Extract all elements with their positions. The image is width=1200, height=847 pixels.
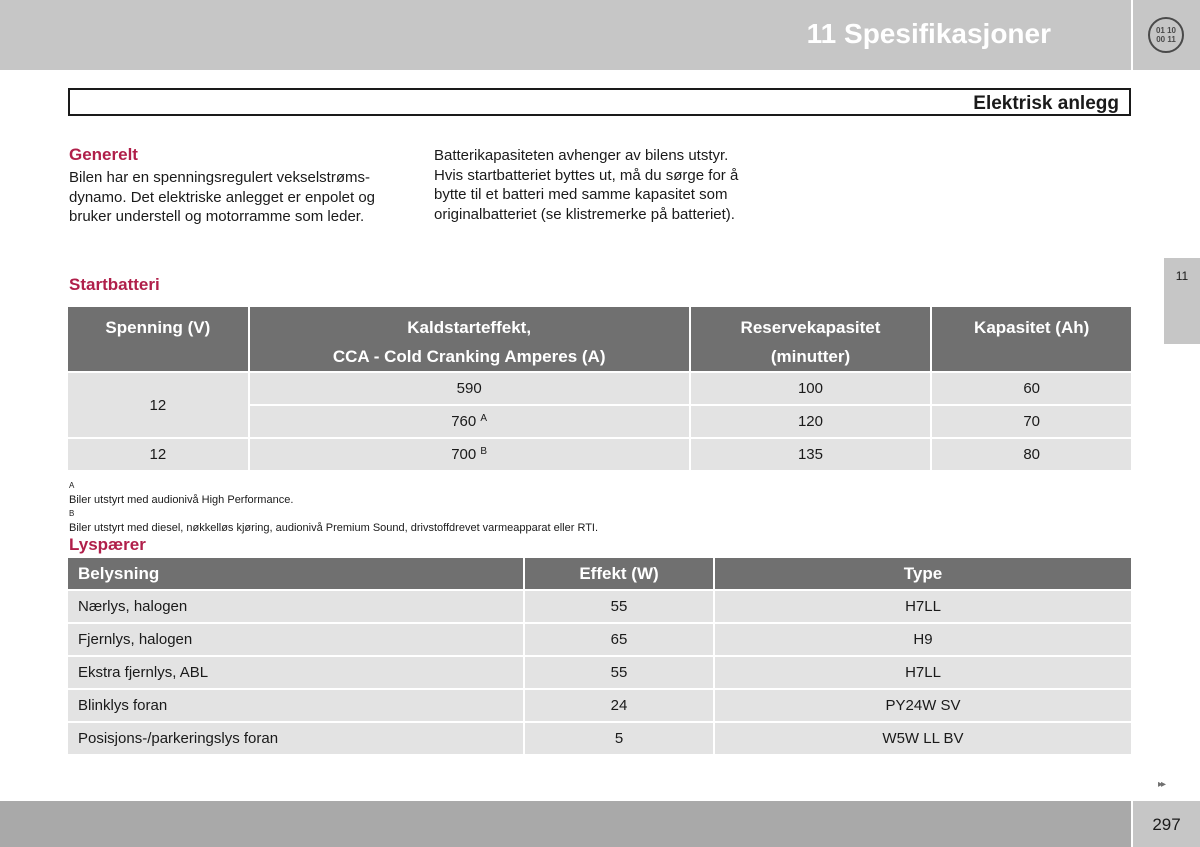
cca-cell: 700 $^B$: [250, 439, 689, 470]
bulb-type-cell: H9: [715, 624, 1131, 655]
bulb-name-cell: Ekstra fjernlys, ABL: [68, 657, 523, 688]
bulb-power-cell: 65: [525, 624, 713, 655]
footnote-text: Biler utstyrt med audionivå High Performance.: [69, 494, 294, 506]
next-page-arrow-icon[interactable]: ▸▸: [1158, 779, 1165, 790]
header-voltage: Spenning (V): [68, 307, 248, 371]
reserve-cell: 100: [691, 373, 931, 404]
footer-bar: [0, 801, 1131, 847]
section-title: Elektrisk anlegg: [973, 93, 1119, 114]
bulb-power-cell: 55: [525, 657, 713, 688]
header-capacity: Kapasitet (Ah): [932, 307, 1131, 371]
bulb-name-cell: Blinklys foran: [68, 690, 523, 721]
footnote-mark: A: [69, 481, 75, 490]
header-cca-line1: Kaldstarteffekt,: [407, 318, 532, 337]
voltage-cell: 12: [68, 439, 248, 470]
bulb-power-cell: 5: [525, 723, 713, 754]
chapter-icon-line-2: 00 11: [1156, 35, 1176, 44]
header-type: Type: [715, 558, 1131, 589]
table-header-row: [68, 307, 1131, 371]
footnote-ref: B: [480, 446, 488, 457]
cca-cell: 590: [250, 373, 689, 404]
footnote-text: Biler utstyrt med diesel, nøkkelløs kjøring, audionivå Premium Sound, drivstoffdrevet varmeapparat eller RTI.: [69, 522, 599, 534]
side-tab-label: 11: [1175, 269, 1189, 283]
general-text-col2: [434, 146, 738, 224]
header-cca: [250, 307, 689, 371]
section-title-bar: [68, 88, 1131, 116]
table-row: [68, 690, 1131, 721]
bulb-name-cell: Nærlys, halogen: [68, 591, 523, 622]
chapter-icon-line-1: 01 10: [1155, 26, 1177, 35]
general-col2-line: bytte til et batteri med samme kapasitet som: [434, 186, 728, 203]
capacity-cell: 60: [932, 373, 1131, 404]
page-number: 297: [1152, 815, 1181, 834]
header-cca-line2: CCA - Cold Cranking Amperes (A): [332, 347, 606, 366]
general-col2-line: originalbatteriet (se klistremerke på batteriet).: [434, 205, 735, 223]
bulb-name-cell: Fjernlys, halogen: [68, 624, 523, 655]
start-battery-heading: Startbatteri: [69, 275, 160, 294]
footnote-ref: A: [480, 413, 488, 424]
capacity-cell: 80: [932, 439, 1131, 470]
start-battery-table: [66, 305, 1133, 472]
header-reserve-line1: Reservekapasitet: [740, 318, 881, 337]
bulb-type-cell: H7LL: [715, 657, 1131, 688]
reserve-cell: 135: [691, 439, 931, 470]
battery-footnotes: [69, 479, 598, 535]
bulb-name-cell: Posisjons-/parkeringslys foran: [68, 723, 523, 754]
chapter-title: 11 Spesifikasjoner: [806, 18, 1051, 49]
table-row: [68, 591, 1131, 622]
header-power: Effekt (W): [525, 558, 713, 589]
voltage-cell: 12: [68, 373, 248, 437]
chapter-icon-box: [1131, 0, 1200, 70]
general-col2-line: Hvis startbatteriet byttes ut, må du sørge for å: [434, 166, 739, 184]
general-col1-line: bruker understell og motorramme som leder.: [69, 208, 365, 225]
bulb-type-cell: W5W LL BV: [715, 723, 1131, 754]
general-col1-line: dynamo. Det elektriske anlegget er enpolet og: [69, 188, 376, 206]
general-col1-line: Bilen har en spenningsregulert vekselstrøms-: [69, 169, 370, 186]
bulb-power-cell: 24: [525, 690, 713, 721]
header-reserve: [691, 307, 931, 371]
header-lighting: Belysning: [68, 558, 523, 589]
bulb-type-cell: H7LL: [715, 591, 1131, 622]
bulbs-heading: Lyspærer: [69, 535, 146, 554]
footnote: [69, 479, 598, 507]
general-heading: Generelt: [69, 145, 138, 164]
page-number-box: [1131, 801, 1200, 847]
capacity-cell: 70: [932, 406, 1131, 437]
chapter-header-bar: [0, 0, 1131, 70]
table-row: [68, 439, 1131, 470]
footnote-mark: B: [69, 509, 75, 518]
chapter-index-icon: [1148, 17, 1184, 53]
footnote: [69, 507, 598, 535]
chapter-side-tab[interactable]: [1164, 258, 1200, 344]
bulb-power-cell: 55: [525, 591, 713, 622]
general-text-col1: [69, 168, 375, 227]
header-reserve-line2: (minutter): [770, 347, 851, 366]
table-header-row: [68, 558, 1131, 589]
table-row: [68, 723, 1131, 754]
table-row: [68, 657, 1131, 688]
general-col2-line: Batterikapasiteten avhenger av bilens utstyr.: [434, 147, 729, 164]
cca-cell: 760 $^A$: [250, 406, 689, 437]
bulb-type-cell: PY24W SV: [715, 690, 1131, 721]
table-row: [68, 624, 1131, 655]
table-row: [68, 373, 1131, 404]
bulbs-table: [66, 556, 1133, 756]
reserve-cell: 120: [691, 406, 931, 437]
